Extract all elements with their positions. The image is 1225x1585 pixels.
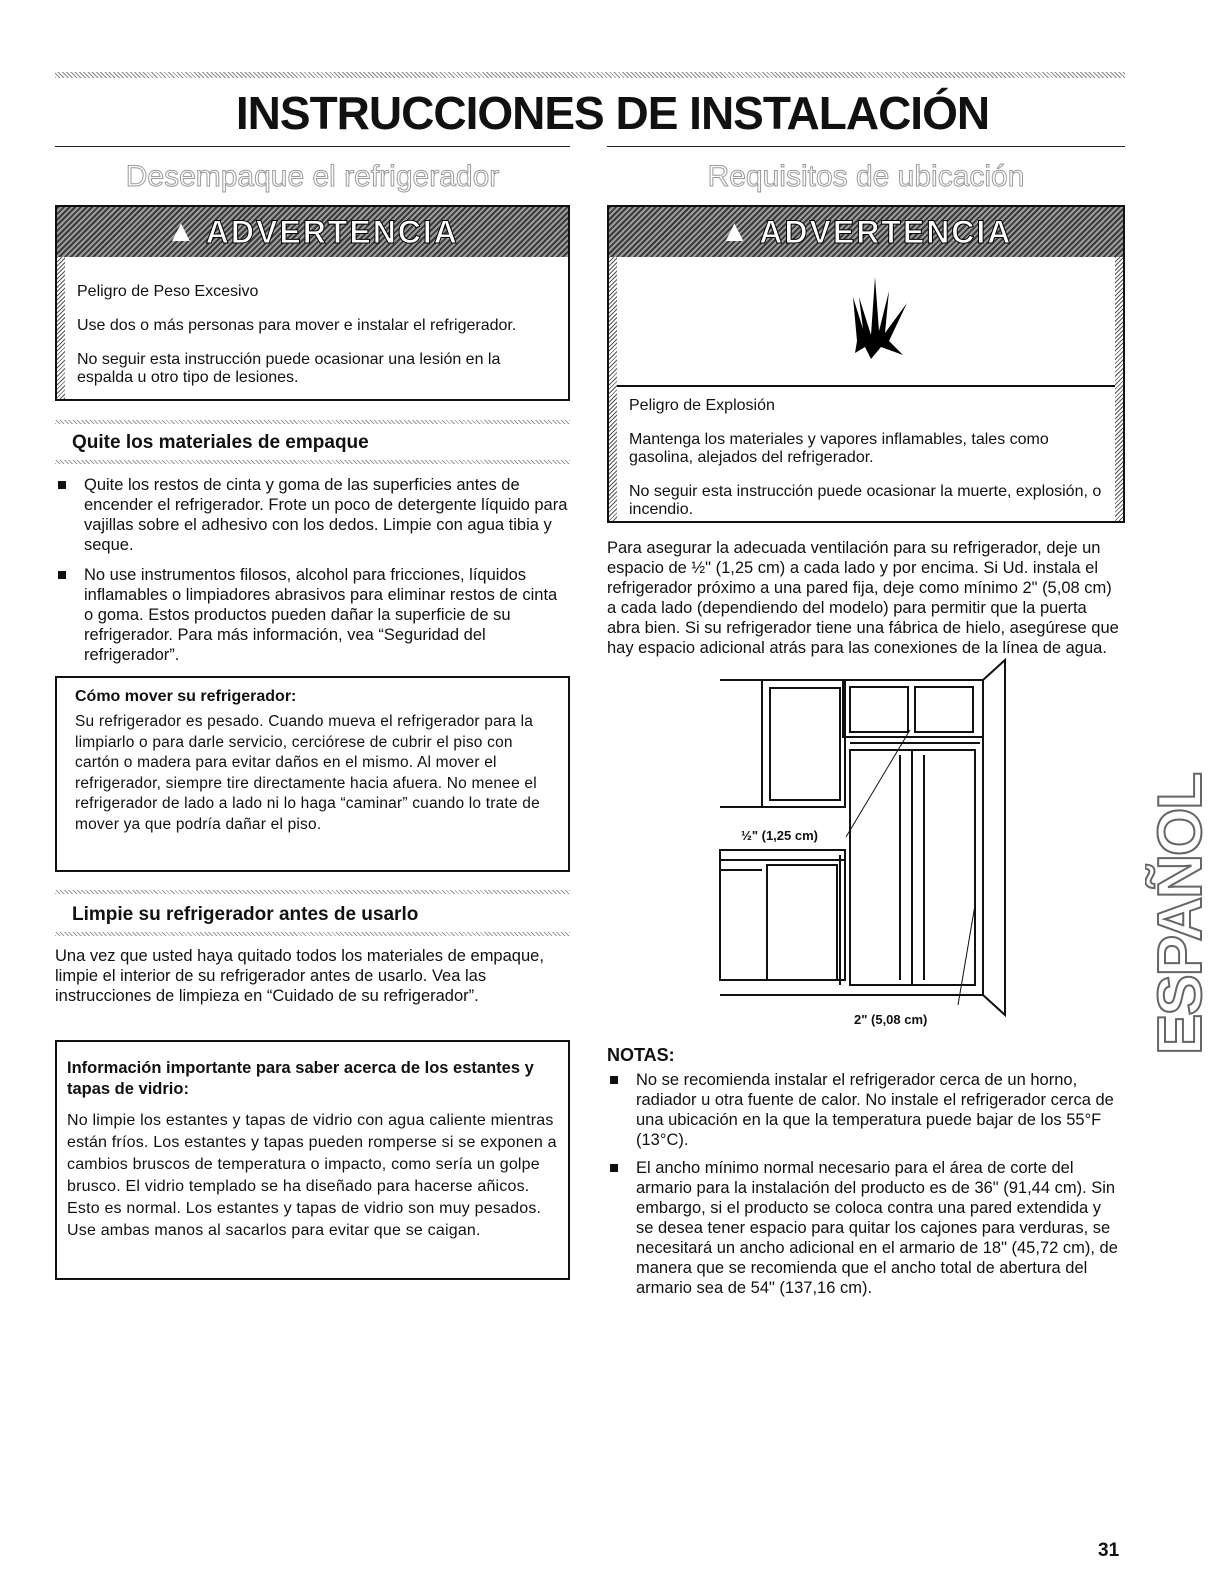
hatched-rule bbox=[55, 932, 570, 936]
warning-line-2: No seguir esta instrucción puede ocasionar una lesión en la espalda u otro tipo de lesiones. bbox=[77, 351, 501, 386]
notes-heading: NOTAS: bbox=[607, 1045, 675, 1065]
warning-header bbox=[609, 207, 1123, 257]
info-box-glass bbox=[55, 1040, 570, 1280]
hatched-rule bbox=[55, 420, 570, 424]
warning-box-explosion bbox=[607, 205, 1125, 523]
left-rule bbox=[55, 146, 570, 147]
warning-triangle-icon: ▲ bbox=[166, 215, 198, 248]
bullet-square-icon bbox=[58, 481, 66, 489]
info-box-moving bbox=[55, 676, 570, 872]
explosion-symbol-panel bbox=[617, 257, 1115, 387]
bullet-text: Quite los restos de cinta y goma de las superficies antes de encender el refrigerador. Frote un poco de detergente líquido para vajillas sobre el adhesivo con los dedos. Limpie con agua tibia y seque. bbox=[84, 476, 568, 554]
warning-header-label: ADVERTENCIA bbox=[759, 213, 1013, 250]
right-rule bbox=[607, 146, 1125, 147]
warning-hatched-edge bbox=[1115, 257, 1123, 521]
location-paragraph: Para asegurar la adecuada ventilación para su refrigerador, deje un espacio de ½" (1,25 cm) a cada lado y por encima. Si Ud. instala el refrigerador próximo a una pared fija, deje como mínimo 2" (5,08 cm) a cada lado (dependiendo del modelo) para permitir que la puerta abra bien. Si su refrigerador tiene una fábrica de hielo, asegúrese que hay espacio adicional atrás para las conexiones de la línea de agua. bbox=[607, 539, 1119, 657]
list-item bbox=[58, 565, 568, 665]
list-item bbox=[610, 1158, 1120, 1298]
language-side-tab: ESPAÑOL bbox=[1146, 773, 1215, 1055]
warning-triangle-icon: ▲ bbox=[719, 215, 752, 248]
bullet-text: No se recomienda instalar el refrigerador cerca de un horno, radiador u otra fuente de calor. No instale el refrigerador cerca de una ubicación en la que la temperatura puede bajar de los 55°F (13°C). bbox=[636, 1071, 1114, 1149]
box-heading: Cómo mover su refrigerador: bbox=[75, 688, 297, 705]
installation-diagram bbox=[700, 655, 1020, 1035]
page-title: INSTRUCCIONES DE INSTALACIÓN bbox=[235, 87, 990, 139]
warning-line-1: Use dos o más personas para mover e instalar el refrigerador. bbox=[77, 317, 517, 334]
warning-hatched-edge bbox=[609, 257, 617, 521]
box-text: Su refrigerador es pesado. Cuando mueva el refrigerador para la limpiarlo o para darle servicio, cerciórese de cubrir el piso con cartón o madera para evitar daños en el mismo. Al mover el refrigerador, siempre tire directamente hacia afuera. No menee el refrigerador de lado a lado ni lo haga “caminar” cuando lo trate de mover ya que podría dañar el piso. bbox=[75, 713, 540, 833]
bullet-text: No use instrumentos filosos, alcohol para fricciones, líquidos inflamables o limpiadores abrasivos para eliminar restos de cinta o goma. Estos productos pueden dañar la superficie de su refrigerador. Para más información, vea “Seguridad del refrigerador”. bbox=[84, 566, 558, 664]
bullet-square-icon bbox=[610, 1164, 618, 1172]
warning-subtitle: Peligro de Explosión bbox=[629, 397, 775, 414]
warning-line-2: No seguir esta instrucción puede ocasionar la muerte, explosión, o incendio. bbox=[629, 483, 1102, 518]
warning-line-1: Mantenga los materiales y vapores inflamables, tales como gasolina, alejados del refrigerador. bbox=[629, 431, 1049, 466]
box-text: No limpie los estantes y tapas de vidrio con agua caliente mientras están fríos. Los estantes y tapas pueden romperse si se exponen a cambios bruscos de temperatura o impacto, como sería un golpe brusco. El vidrio templado se ha diseñado para hacerse añicos. Esto es normal. Los estantes y tapas de vidrio son muy pesados. Use ambas manos al sacarlos para evitar que se caigan. bbox=[67, 1112, 557, 1239]
warning-box-weight bbox=[55, 205, 570, 401]
section-title-unpack: Desempaque el refrigerador bbox=[125, 160, 500, 193]
warning-header bbox=[57, 207, 568, 257]
list-item bbox=[610, 1070, 1120, 1154]
list-item bbox=[58, 475, 568, 559]
explosion-icon bbox=[617, 257, 1115, 385]
clean-paragraph: Una vez que usted haya quitado todos los materiales de empaque, limpie el interior de su refrigerador antes de usarlo. Vea las instrucciones de limpieza en “Cuidado de su refrigerador”. bbox=[55, 947, 544, 1005]
page-number: 31 bbox=[1098, 1540, 1120, 1561]
warning-subtitle: Peligro de Peso Excesivo bbox=[77, 283, 259, 300]
section-title-location: Requisitos de ubicación bbox=[707, 160, 1025, 193]
warning-hatched-edge bbox=[57, 257, 65, 399]
clearance-label-two-inch: 2" (5,08 cm) bbox=[854, 1012, 928, 1027]
hatched-rule bbox=[55, 890, 570, 894]
heading-clean: Limpie su refrigerador antes de usarlo bbox=[72, 904, 419, 925]
heading-remove-packaging: Quite los materiales de empaque bbox=[72, 432, 369, 453]
box-heading: Información importante para saber acerca de los estantes y tapas de vidrio: bbox=[67, 1059, 534, 1098]
hatched-rule bbox=[55, 460, 570, 464]
top-hatched-bar bbox=[55, 72, 1125, 78]
bullet-text: El ancho mínimo normal necesario para el área de corte del armario para la instalación del producto es de 36" (91,44 cm). Sin embargo, si el producto se coloca contra una pared extendida y se desea tener espacio para quitar los cajones para verduras, se necesitará un ancho adicional en el armario de 18" (45,72 cm), de manera que se recomienda que el ancho total de abertura del armario sea de 54" (137,16 cm). bbox=[636, 1159, 1118, 1297]
bullet-square-icon bbox=[610, 1076, 618, 1084]
clearance-label-half-inch: ½" (1,25 cm) bbox=[741, 828, 818, 843]
bullet-square-icon bbox=[58, 571, 66, 579]
warning-header-label: ADVERTENCIA bbox=[205, 213, 459, 250]
